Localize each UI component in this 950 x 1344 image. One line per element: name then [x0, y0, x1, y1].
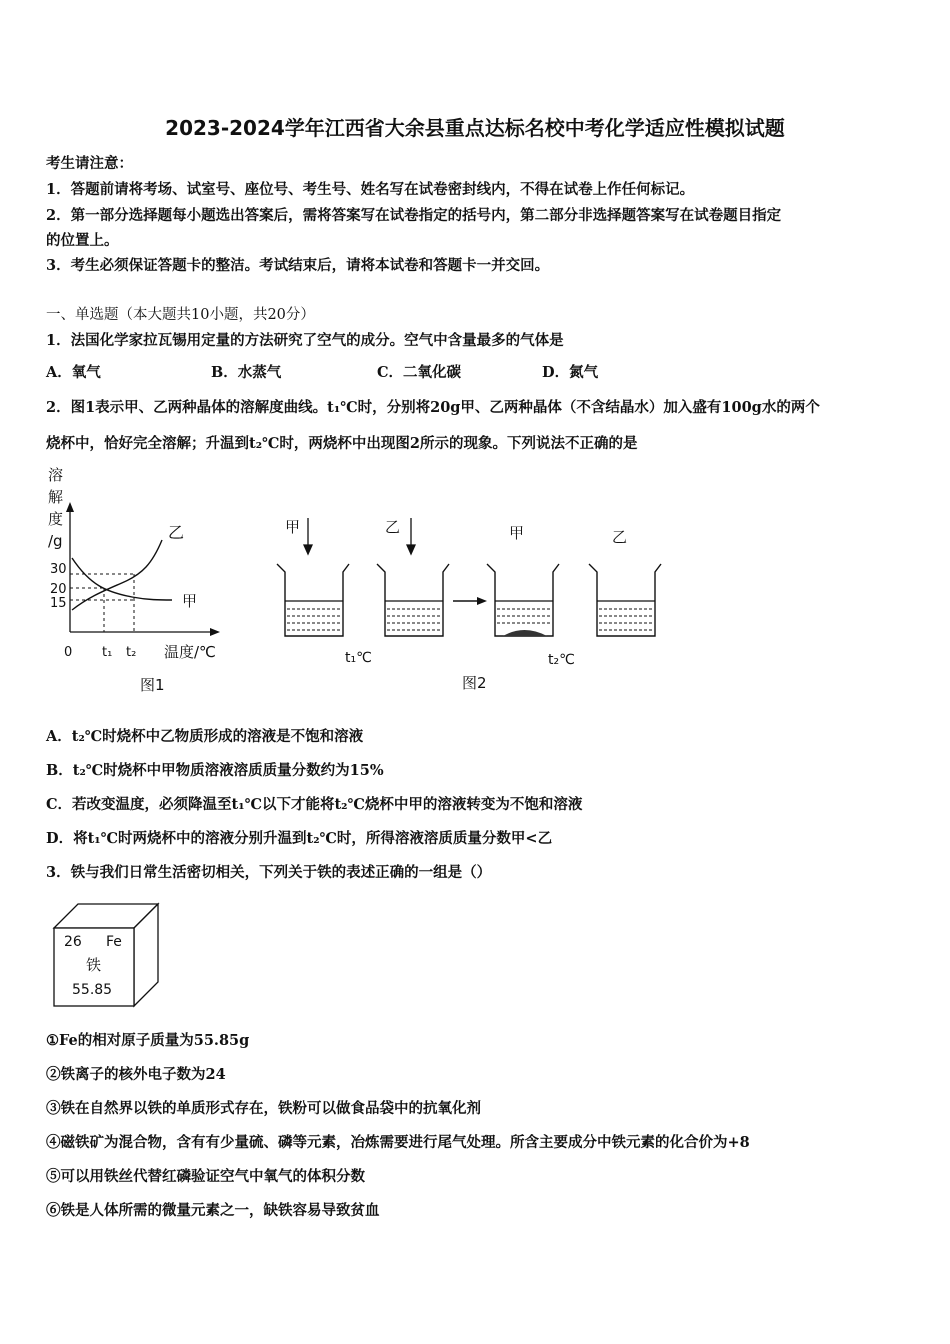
beaker-label-jia-1: 甲 — [285, 518, 301, 536]
q3-statement-5: ⑤可以用铁丝代替红磷验证空气中氧气的体积分数 — [46, 1168, 365, 1185]
figure2-caption: 图2 — [462, 674, 487, 692]
beaker-label-yi-2: 乙 — [612, 528, 628, 546]
y-axis-arrow — [66, 502, 74, 512]
notice-heading: 考生请注意： — [46, 155, 133, 172]
q2-option-b: B．t₂℃时烧杯中甲物质溶液溶质质量分数约为15% — [46, 762, 384, 779]
q2-option-a: A．t₂℃时烧杯中乙物质形成的溶液是不饱和溶液 — [46, 728, 364, 745]
element-mass: 55.85 — [72, 982, 113, 998]
ylabel-char: 度 — [48, 510, 64, 528]
x-tick-0: 0 — [64, 645, 73, 660]
figure1-solubility-chart — [40, 460, 240, 700]
q1-option-a: A．氧气 — [46, 364, 101, 381]
y-tick-15: 15 — [50, 596, 67, 611]
beaker-2 — [377, 564, 449, 636]
q3-stem: 3．铁与我们日常生活密切相关，下列关于铁的表述正确的一组是（） — [46, 864, 492, 881]
element-name: 铁 — [86, 956, 102, 974]
q3-statement-6: ⑥铁是人体所需的微量元素之一，缺铁容易导致贫血 — [46, 1202, 380, 1219]
q3-statement-2: ②铁离子的核外电子数为24 — [46, 1066, 226, 1083]
q1-option-d: D．氮气 — [542, 364, 599, 381]
curve-label-yi: 乙 — [168, 523, 185, 542]
q2-option-d: D．将t₁℃时两烧杯中的溶液分别升温到t₂℃时，所得溶液溶质质量分数甲<乙 — [46, 830, 553, 847]
ylabel-char: 解 — [48, 488, 64, 506]
crystal-precipitate — [503, 630, 547, 636]
q2-option-c: C．若改变温度，必须降温至t₁℃以下才能将t₂℃烧杯中甲的溶液转变为不饱和溶液 — [46, 796, 583, 813]
q2-stem-line2: 烧杯中，恰好完全溶解；升温到t₂℃时，两烧杯中出现图2所示的现象。下列说法不正确的是 — [46, 435, 638, 452]
curve-label-jia: 甲 — [182, 592, 198, 610]
figure1-ylabel — [48, 466, 63, 550]
element-card-fe — [52, 902, 162, 1010]
beaker-label-yi-1: 乙 — [385, 518, 401, 536]
beaker-3 — [487, 564, 559, 636]
figure1-caption: 图1 — [140, 676, 165, 694]
notice-item-3: 3．考生必须保证答题卡的整洁。考试结束后，请将本试卷和答题卡一并交回。 — [46, 257, 550, 274]
y-tick-20: 20 — [50, 582, 67, 597]
section-heading: 一、单选题（本大题共10小题，共20分） — [46, 307, 315, 323]
element-symbol: Fe — [106, 934, 122, 950]
element-number: 26 — [64, 934, 82, 950]
q3-statement-1: ①Fe的相对原子质量为55.85g — [46, 1032, 250, 1049]
q1-option-b: B．水蒸气 — [211, 364, 282, 381]
q3-statement-3: ③铁在自然界以铁的单质形式存在，铁粉可以做食品袋中的抗氧化剂 — [46, 1100, 481, 1117]
beaker-1 — [277, 564, 349, 636]
x-axis-label: 温度/℃ — [164, 643, 216, 661]
beaker-label-jia-2: 甲 — [509, 524, 525, 542]
figure2-beakers — [265, 512, 670, 698]
ylabel-char: 溶 — [48, 466, 64, 484]
arrow-down-icon — [304, 545, 312, 554]
y-tick-30: 30 — [50, 562, 67, 577]
q2-stem-line1: 2．图1表示甲、乙两种晶体的溶解度曲线。t₁℃时，分别将20g甲、乙两种晶体（不含结晶水）加入盛有100g水的两个 — [46, 399, 820, 416]
q1-stem: 1．法国化学家拉瓦锡用定量的方法研究了空气的成分。空气中含量最多的气体是 — [46, 332, 564, 349]
x-tick-t1: t₁ — [102, 645, 113, 660]
x-tick-t2: t₂ — [126, 645, 137, 660]
temp-t2: t₂℃ — [548, 652, 575, 668]
notice-item-2: 2．第一部分选择题每小题选出答案后，需将答案写在试卷指定的括号内，第二部分非选择题答案写在试卷题目指定 — [46, 207, 782, 224]
notice-item-1: 1．答题前请将考场、试室号、座位号、考生号、姓名写在试卷密封线内，不得在试卷上作任何标记。 — [46, 181, 695, 198]
arrow-right-icon — [453, 597, 487, 605]
notice-item-2-cont: 的位置上。 — [46, 232, 119, 249]
q3-statement-4: ④磁铁矿为混合物，含有有少量硫、磷等元素，冶炼需要进行尾气处理。所含主要成分中铁元素的化合价为+8 — [46, 1134, 750, 1151]
temp-t1: t₁℃ — [345, 650, 372, 666]
q1-option-c: C．二氧化碳 — [377, 364, 462, 381]
curve-jia — [72, 558, 172, 600]
beaker-4 — [589, 564, 661, 636]
page-title: 2023-2024学年江西省大余县重点达标名校中考化学适应性模拟试题 — [165, 116, 785, 140]
x-axis-arrow — [210, 628, 220, 636]
ylabel-char: /g — [48, 532, 63, 550]
arrow-down-icon — [407, 545, 415, 554]
